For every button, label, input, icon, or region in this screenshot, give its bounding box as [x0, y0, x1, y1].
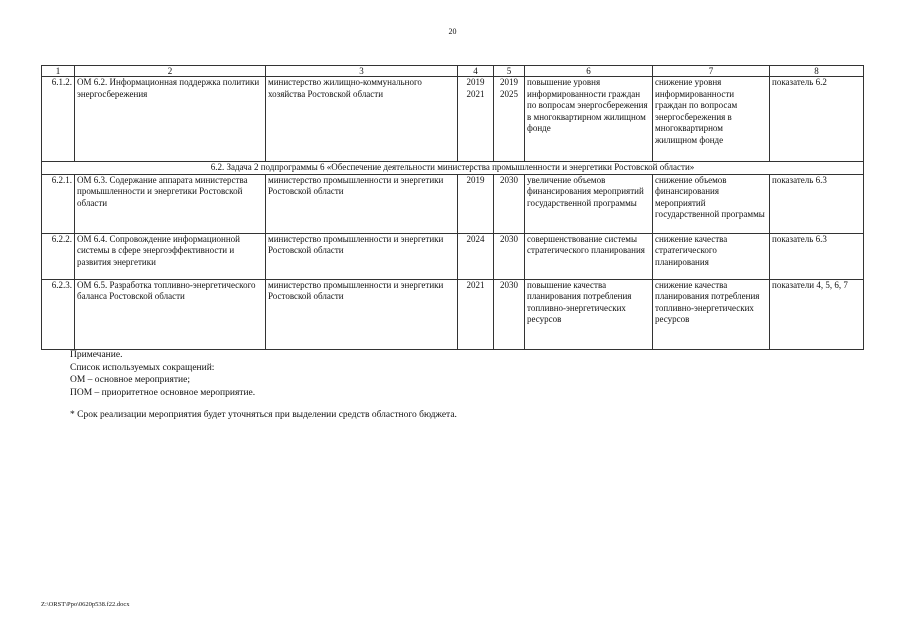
footnote: * Срок реализации мероприятия будет уточняться при выделении средств областного бюджета.: [70, 410, 457, 420]
item-consequence: снижение уровня информированности граждан по вопросам энергосбережения в многоквартирном жилищном фонде: [653, 77, 770, 162]
column-header: 7: [653, 66, 770, 77]
end-year-value: 2030: [500, 174, 518, 185]
end-year-value: 2030: [500, 233, 518, 244]
table-row: [42, 279, 864, 349]
abbreviations-title: Список используемых сокращений:: [70, 362, 215, 373]
page-number: 20: [448, 27, 457, 36]
item-name: ОМ 6.3. Содержание аппарата министерства промышленности и энергетики Ростовской области: [75, 174, 266, 233]
item-start-year: [458, 279, 494, 349]
item-name: ОМ 6.2. Информационная поддержка политики энергосбережения: [75, 77, 266, 162]
item-number: 6.2.1.: [42, 174, 75, 233]
item-start-year: [458, 174, 494, 233]
item-consequence: снижение объемов финансирования мероприятий государственной программы: [653, 174, 770, 233]
file-path: Z:\ORST\Ppo\0620p538.f22.docx: [41, 601, 130, 608]
end-year-value: 2025: [500, 88, 518, 99]
table-row: [42, 233, 864, 279]
notes-block: [70, 349, 255, 399]
item-executor: министерство жилищно-коммунального хозяйства Ростовской области: [266, 77, 458, 162]
item-indicator: показатель 6.2: [770, 77, 864, 162]
table-row: [42, 174, 864, 233]
start-year-value: 2021: [466, 88, 485, 99]
item-result: повышение качества планирования потребления топливно-энергетических ресурсов: [525, 279, 653, 349]
column-header: 5: [494, 66, 525, 77]
notes-title: Примечание.: [70, 350, 123, 360]
item-start-year: [458, 77, 494, 162]
item-end-year: [494, 233, 525, 279]
item-result: совершенствование системы стратегического планирования: [525, 233, 653, 279]
end-year-value: 2030: [500, 279, 518, 290]
item-result: повышение уровня информированности граждан по вопросам энергосбережения в многоквартирном жилищном фонде: [525, 77, 653, 162]
column-header: 6: [525, 66, 653, 77]
column-header: 4: [458, 66, 494, 77]
start-year-value: 2019: [466, 77, 485, 87]
column-header: 3: [266, 66, 458, 77]
item-executor: министерство промышленности и энергетики Ростовской области: [266, 233, 458, 279]
abbreviation-pom: ПОМ – приоритетное основное мероприятие.: [70, 387, 256, 398]
table-row: [42, 77, 864, 162]
item-end-year: [494, 279, 525, 349]
task-heading: 6.2. Задача 2 подпрограммы 6 «Обеспечение деятельности министерства промышленности и энергетики Ростовской области»: [42, 162, 864, 175]
start-year-value: 2019: [466, 174, 485, 185]
abbreviation-om: ОМ – основное мероприятие;: [70, 375, 190, 385]
task-row: [42, 162, 864, 175]
item-result: увеличение объемов финансирования мероприятий государственной программы: [525, 174, 653, 233]
item-indicator: показатель 6.3: [770, 233, 864, 279]
item-end-year: [494, 174, 525, 233]
item-start-year: [458, 233, 494, 279]
item-number: 6.2.2.: [42, 233, 75, 279]
start-year-value: 2024: [466, 233, 485, 244]
table-header-row: [42, 66, 864, 77]
item-end-year: [494, 77, 525, 162]
item-name: ОМ 6.4. Сопровождение информационной системы в сфере энергоэффективности и развития энергетики: [75, 233, 266, 279]
item-indicator: показатели 4, 5, 6, 7: [770, 279, 864, 349]
item-number: 6.2.3.: [42, 279, 75, 349]
item-executor: министерство промышленности и энергетики Ростовской области: [266, 174, 458, 233]
item-consequence: снижение качества стратегического планирования: [653, 233, 770, 279]
column-header: 1: [42, 66, 75, 77]
item-executor: министерство промышленности и энергетики Ростовской области: [266, 279, 458, 349]
column-header: 8: [770, 66, 864, 77]
column-header: 2: [75, 66, 266, 77]
item-indicator: показатель 6.3: [770, 174, 864, 233]
item-name: ОМ 6.5. Разработка топливно-энергетического баланса Ростовской области: [75, 279, 266, 349]
item-number: 6.1.2.: [42, 77, 75, 162]
start-year-value: 2021: [466, 279, 485, 290]
item-consequence: снижение качества планирования потребления топливно-энергетических ресурсов: [653, 279, 770, 349]
program-table: [41, 65, 864, 350]
end-year-value: 2019: [500, 77, 518, 87]
